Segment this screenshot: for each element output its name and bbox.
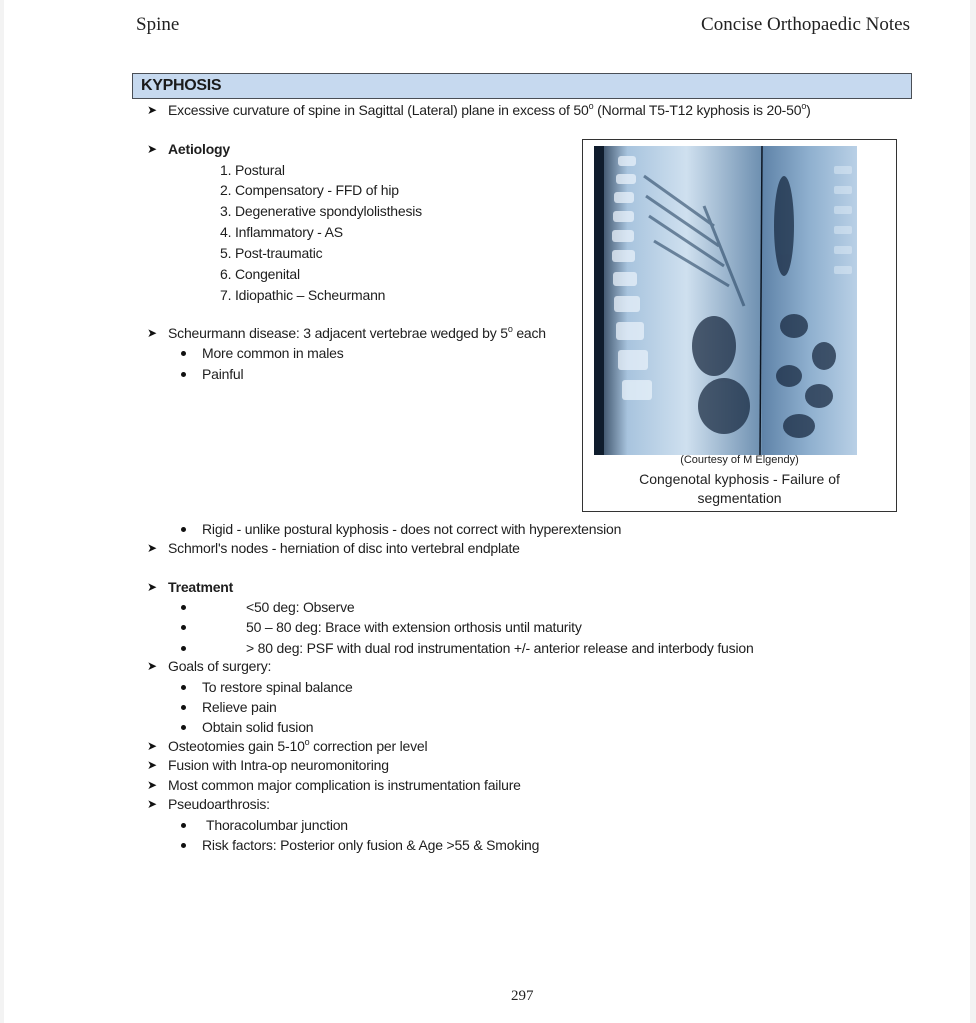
- bullet-dot-icon: [181, 646, 186, 651]
- definition-text: Excessive curvature of spine in Sagittal (Lateral) plane in excess of 50$^o$ (Normal T5-T12 kyphosis is 20-50$^o$): [168, 101, 811, 118]
- treatment-heading: Treatment: [168, 579, 234, 595]
- goals-bullet: Obtain solid fusion: [202, 719, 314, 735]
- bullet-dot-icon: [181, 625, 186, 630]
- section-title-bar: [132, 73, 912, 99]
- arrow-bullet-icon: ➤: [147, 778, 158, 792]
- arrow-bullet-icon: ➤: [147, 541, 158, 555]
- aetiology-item: 4. Inflammatory - AS: [220, 224, 343, 240]
- aetiology-item: 7. Idiopathic – Scheurmann: [220, 287, 386, 303]
- bullet-dot-icon: [181, 843, 186, 848]
- scheurmann-bullet: Painful: [202, 366, 244, 382]
- bullet-dot-icon: [181, 605, 186, 610]
- goals-heading: Goals of surgery:: [168, 658, 272, 674]
- figure-box: [582, 139, 897, 512]
- treatment-bullet: <50 deg: Observe: [246, 599, 355, 615]
- arrow-bullet-icon: ➤: [147, 797, 158, 811]
- aetiology-item: 5. Post-traumatic: [220, 245, 323, 261]
- arrow-bullet-icon: ➤: [147, 739, 158, 753]
- xray-image: [594, 146, 857, 455]
- aetiology-item: 1. Postural: [220, 162, 285, 178]
- treatment-bullet: 50 – 80 deg: Brace with extension orthosis until maturity: [246, 619, 582, 635]
- aetiology-item: 3. Degenerative spondylolisthesis: [220, 203, 422, 219]
- aetiology-item: 2. Compensatory - FFD of hip: [220, 182, 399, 198]
- treatment-bullet: > 80 deg: PSF with dual rod instrumentation +/- anterior release and interbody fusion: [246, 640, 754, 656]
- arrow-bullet-icon: ➤: [147, 580, 158, 594]
- bullet-dot-icon: [181, 527, 186, 532]
- running-header-section: Spine: [136, 14, 180, 35]
- pseudo-bullet: Risk factors: Posterior only fusion & Age >55 & Smoking: [202, 837, 540, 853]
- arrow-bullet-icon: ➤: [147, 326, 158, 340]
- schmorl-text: Schmorl's nodes - herniation of disc into vertebral endplate: [168, 540, 520, 556]
- bullet-dot-icon: [181, 725, 186, 730]
- bullet-dot-icon: [181, 823, 186, 828]
- aetiology-item: 6. Congenital: [220, 266, 300, 282]
- pseudo-heading: Pseudoarthrosis:: [168, 796, 270, 812]
- document-page: [4, 0, 970, 1023]
- goals-bullet: To restore spinal balance: [202, 679, 353, 695]
- bullet-dot-icon: [181, 351, 186, 356]
- scheurmann-text: Scheurmann disease: 3 adjacent vertebrae wedged by 5$^o$ each: [168, 324, 546, 341]
- page-number: 297: [511, 988, 534, 1004]
- arrow-bullet-icon: ➤: [147, 142, 158, 156]
- bullet-dot-icon: [181, 372, 186, 377]
- arrow-bullet-icon: ➤: [147, 659, 158, 673]
- aetiology-heading: Aetiology: [168, 141, 230, 157]
- osteotomies-text: Osteotomies gain 5-10$^o$ correction per level: [168, 737, 428, 754]
- section-title: KYPHOSIS: [141, 77, 222, 94]
- goals-bullet: Relieve pain: [202, 699, 277, 715]
- pseudo-bullet: Thoracolumbar junction: [206, 817, 348, 833]
- figure-courtesy: (Courtesy of M Elgendy): [680, 454, 799, 466]
- bullet-dot-icon: [181, 685, 186, 690]
- arrow-bullet-icon: ➤: [147, 103, 158, 117]
- figure-caption: Congenotal kyphosis - Failure of segmentation: [639, 471, 840, 506]
- running-header-book-title: Concise Orthopaedic Notes: [701, 14, 910, 35]
- scheurmann-bullet: Rigid - unlike postural kyphosis - does not correct with hyperextension: [202, 521, 622, 537]
- bullet-dot-icon: [181, 705, 186, 710]
- scheurmann-bullet: More common in males: [202, 345, 344, 361]
- complication-text: Most common major complication is instrumentation failure: [168, 777, 521, 793]
- fusion-text: Fusion with Intra-op neuromonitoring: [168, 757, 389, 773]
- arrow-bullet-icon: ➤: [147, 758, 158, 772]
